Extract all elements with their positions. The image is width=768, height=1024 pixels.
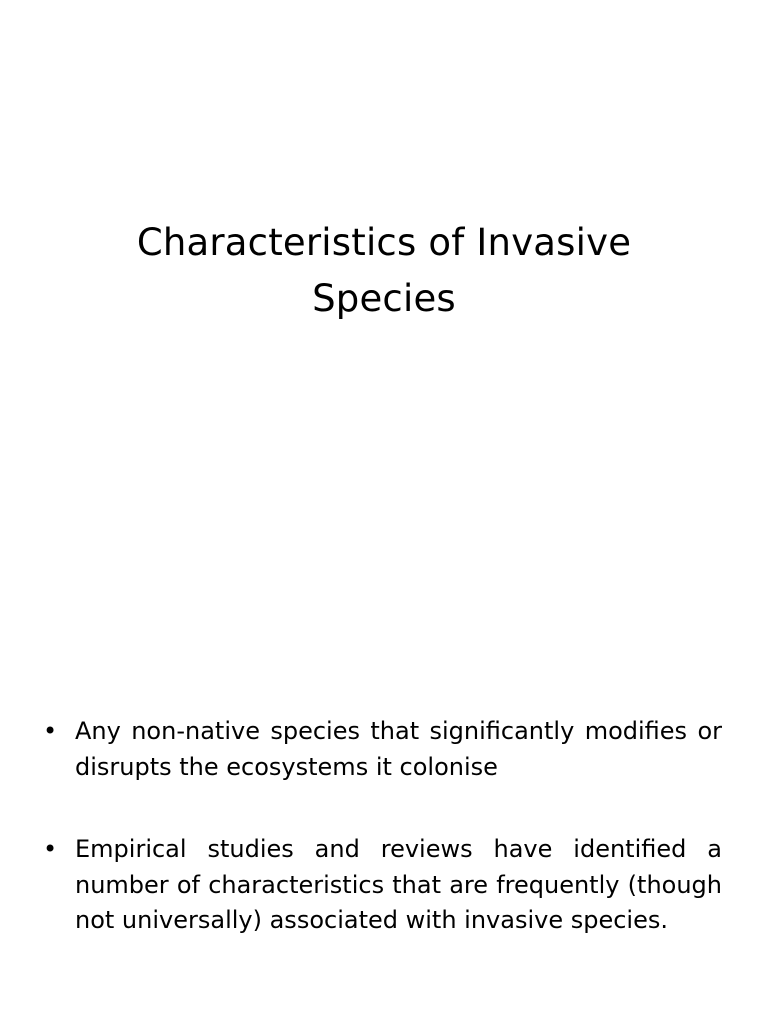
bullet-icon: •	[43, 717, 58, 745]
bullet-item	[40, 714, 722, 785]
bullet-text: Any non-native species that significantly modifies or disrupts the ecosystems it colonise	[75, 717, 722, 781]
bullet-text: Empirical studies and reviews have identified a number of characteristics that are frequently (though not universally) associated with invasive species.	[75, 835, 722, 934]
bullet-icon: •	[43, 835, 58, 863]
bullet-item	[40, 832, 722, 939]
slide-title: Characteristics of Invasive Species	[136, 220, 632, 320]
bullet-list	[40, 714, 722, 939]
